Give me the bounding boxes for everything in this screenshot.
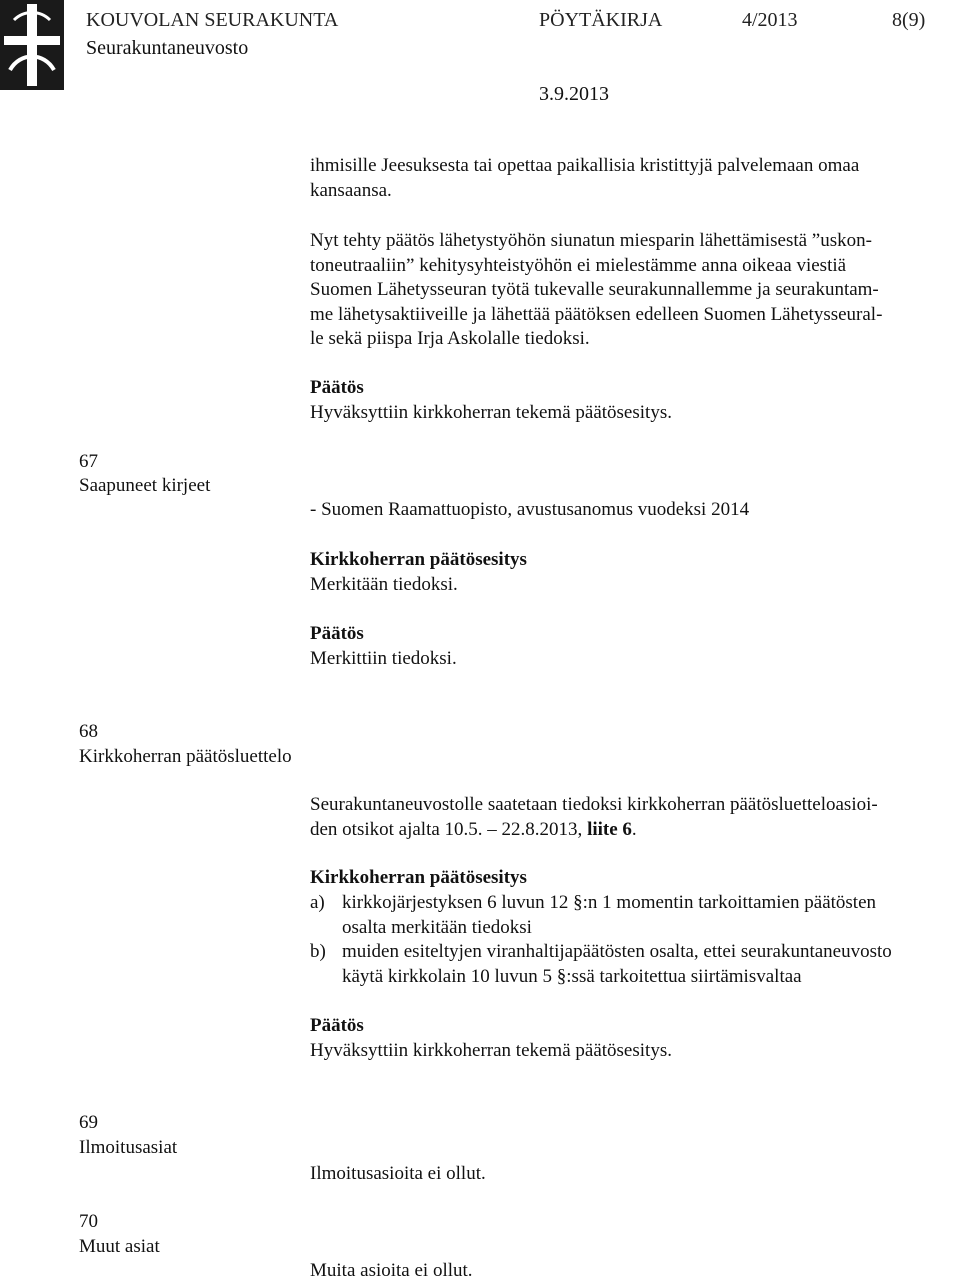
header-page: 8(9) xyxy=(892,9,926,31)
header-body: Seurakuntaneuvosto xyxy=(86,37,249,59)
paragraph-line: toneutraaliin” kehitysyhteistyöhön ei mielestämme anna oikeaa viestiä xyxy=(310,254,847,276)
proposal-heading: Kirkkoherran päätösesitys xyxy=(310,867,527,888)
paragraph-line: me lähetysaktiiveille ja lähettää päätöksen edelleen Suomen Lähetysseural- xyxy=(310,303,883,325)
section-69-title: Ilmoitusasiat xyxy=(79,1137,178,1158)
header-organization: KOUVOLAN SEURAKUNTA xyxy=(86,9,339,31)
section-67-number: 67 xyxy=(79,451,98,472)
attachment-ref: liite 6 xyxy=(587,818,632,840)
decision-heading: Päätös xyxy=(310,1015,364,1036)
section-68-number: 68 xyxy=(79,721,98,742)
list-item-label: a) xyxy=(310,892,325,913)
section-67-decision xyxy=(310,622,960,671)
section-67-title: Saapuneet kirjeet xyxy=(79,475,211,496)
header-doc-type: PÖYTÄKIRJA xyxy=(539,9,663,31)
list-item xyxy=(310,940,960,989)
list-item-line: muiden esiteltyjen viranhaltijapäätösten osalta, ettei seurakuntaneuvosto xyxy=(342,941,892,962)
section-70-title: Muut asiat xyxy=(79,1236,160,1257)
intro-line: kansaansa. xyxy=(310,179,392,201)
list-item-label: b) xyxy=(310,941,326,962)
decision-text: Merkittiin tiedoksi. xyxy=(310,647,457,669)
section-68-text xyxy=(310,793,960,842)
decision-heading: Päätös xyxy=(310,377,364,398)
paragraph-line: Nyt tehty päätös lähetystyöhön siunatun miesparin lähettämisestä ”uskon- xyxy=(310,230,872,251)
header-number: 4/2013 xyxy=(742,9,798,31)
header-date: 3.9.2013 xyxy=(539,83,609,105)
paragraph-line: le sekä piispa Irja Askolalle tiedoksi. xyxy=(310,328,590,349)
section-68-decision xyxy=(310,1014,960,1063)
list-item-line: kirkkojärjestyksen 6 luvun 12 §:n 1 momentin tarkoittamien päätösten xyxy=(342,892,877,913)
section-68-title: Kirkkoherran päätösluettelo xyxy=(79,746,292,767)
section-70-text: Muita asioita ei ollut. xyxy=(310,1260,473,1281)
list-item-line: käytä kirkkolain 10 luvun 5 §:ssä tarkoitettua siirtämisvaltaa xyxy=(342,965,802,987)
intro-line: ihmisille Jeesuksesta tai opettaa paikallisia kristittyjä palvelemaan omaa xyxy=(310,155,860,176)
section-67-proposal xyxy=(310,548,960,597)
section-70-number: 70 xyxy=(79,1211,98,1232)
parish-logo-icon xyxy=(0,0,64,90)
text-segment: den otsikot ajalta 10.5. – 22.8.2013, xyxy=(310,818,588,840)
list-item-line: osalta merkitään tiedoksi xyxy=(342,916,532,938)
intro-decision xyxy=(310,376,960,425)
proposal-heading: Kirkkoherran päätösesitys xyxy=(310,549,527,570)
section-67-item: - Suomen Raamattuopisto, avustusanomus vuodeksi 2014 xyxy=(310,499,750,520)
section-69-text: Ilmoitusasioita ei ollut. xyxy=(310,1163,486,1184)
section-68-proposal-list xyxy=(310,891,960,989)
text-line xyxy=(310,818,960,843)
paragraph-line: Suomen Lähetysseuran työtä tukevalle seurakunnallemme ja seurakuntam- xyxy=(310,279,879,300)
intro-block xyxy=(310,154,960,203)
decision-text: Hyväksyttiin kirkkoherran tekemä päätösesitys. xyxy=(310,401,672,423)
section-69-number: 69 xyxy=(79,1112,98,1133)
section-68-proposal-heading xyxy=(310,866,960,891)
decision-heading: Päätös xyxy=(310,623,364,644)
text-line: Seurakuntaneuvostolle saatetaan tiedoksi kirkkoherran päätösluetteloasioi- xyxy=(310,794,878,815)
intro-paragraph xyxy=(310,229,960,352)
list-item xyxy=(310,891,960,940)
text-segment: . xyxy=(631,818,637,840)
proposal-text: Merkitään tiedoksi. xyxy=(310,573,458,595)
decision-text: Hyväksyttiin kirkkoherran tekemä päätösesitys. xyxy=(310,1039,672,1061)
